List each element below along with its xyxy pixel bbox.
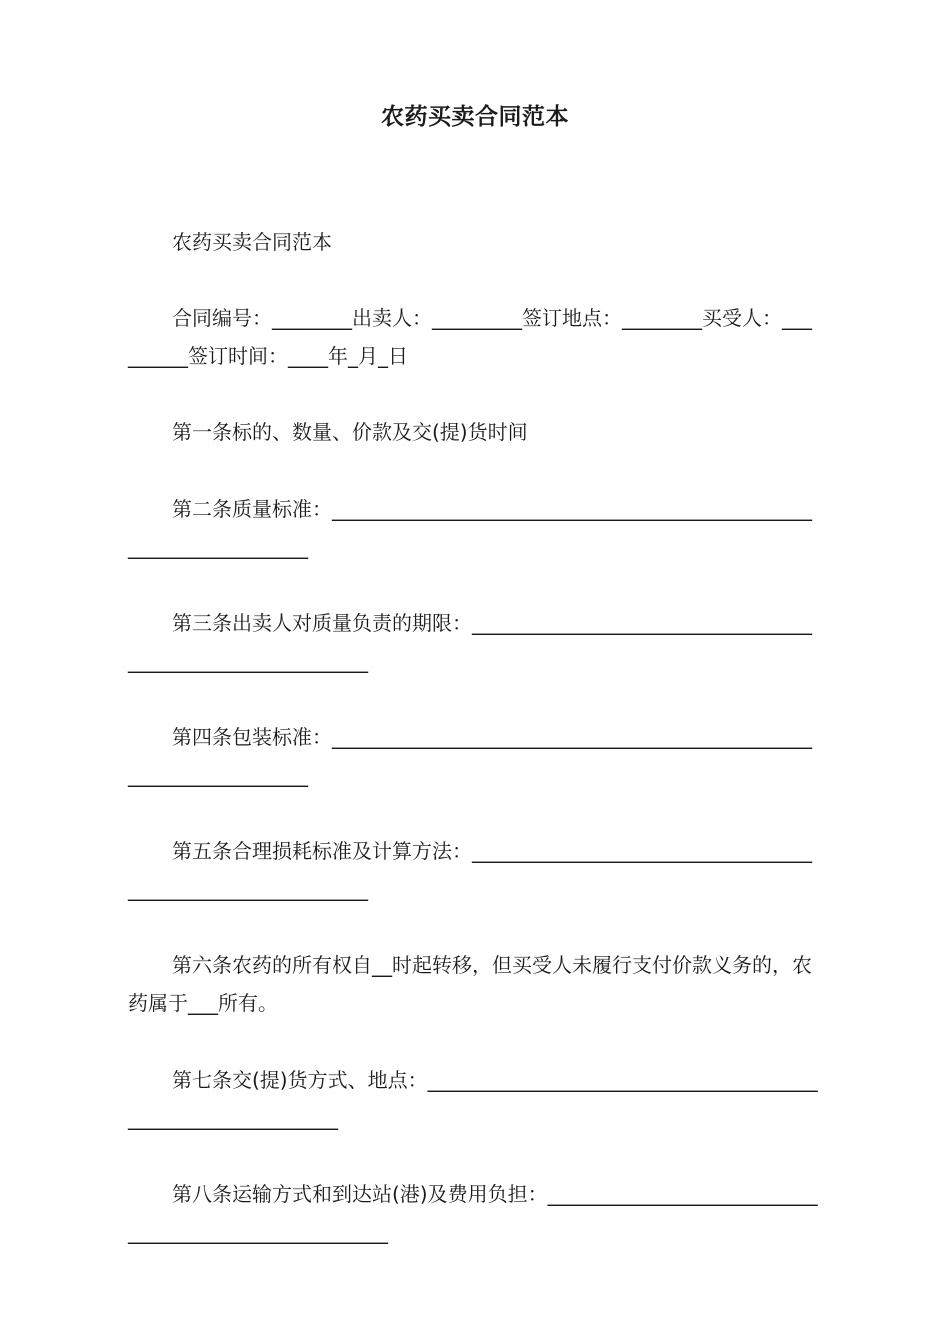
paragraph-contract-info: 合同编号：________出卖人：_________签订地点：________买受人：_________签订时间：____年_月_日	[128, 306, 812, 368]
paragraph-article-4: 第四条包装标准：__________________________________________________________________	[128, 725, 812, 787]
paragraph-heading-repeat: 农药买卖合同范本	[172, 230, 332, 254]
paragraph-article-1: 第一条标的、数量、价款及交(提)货时间	[172, 420, 528, 444]
paragraph-article-5: 第五条合理损耗标准及计算方法：__________________________________________________________	[128, 839, 812, 901]
document-title: 农药买卖合同范本	[381, 104, 569, 130]
paragraph-article-6: 第六条农药的所有权自__时起转移，但买受人未履行支付价款义务的，农药属于___所有。	[128, 953, 812, 1015]
paragraph-article-8: 第八条运输方式和到达站(港)及费用负担：_____________________________________________________	[128, 1182, 818, 1244]
paragraph-article-2: 第二条质量标准：__________________________________________________________________	[128, 497, 812, 559]
paragraph-article-3: 第三条出卖人对质量负责的期限：__________________________________________________________	[128, 611, 812, 673]
paragraph-article-7: 第七条交(提)货方式、地点：____________________________________________________________	[128, 1068, 818, 1130]
